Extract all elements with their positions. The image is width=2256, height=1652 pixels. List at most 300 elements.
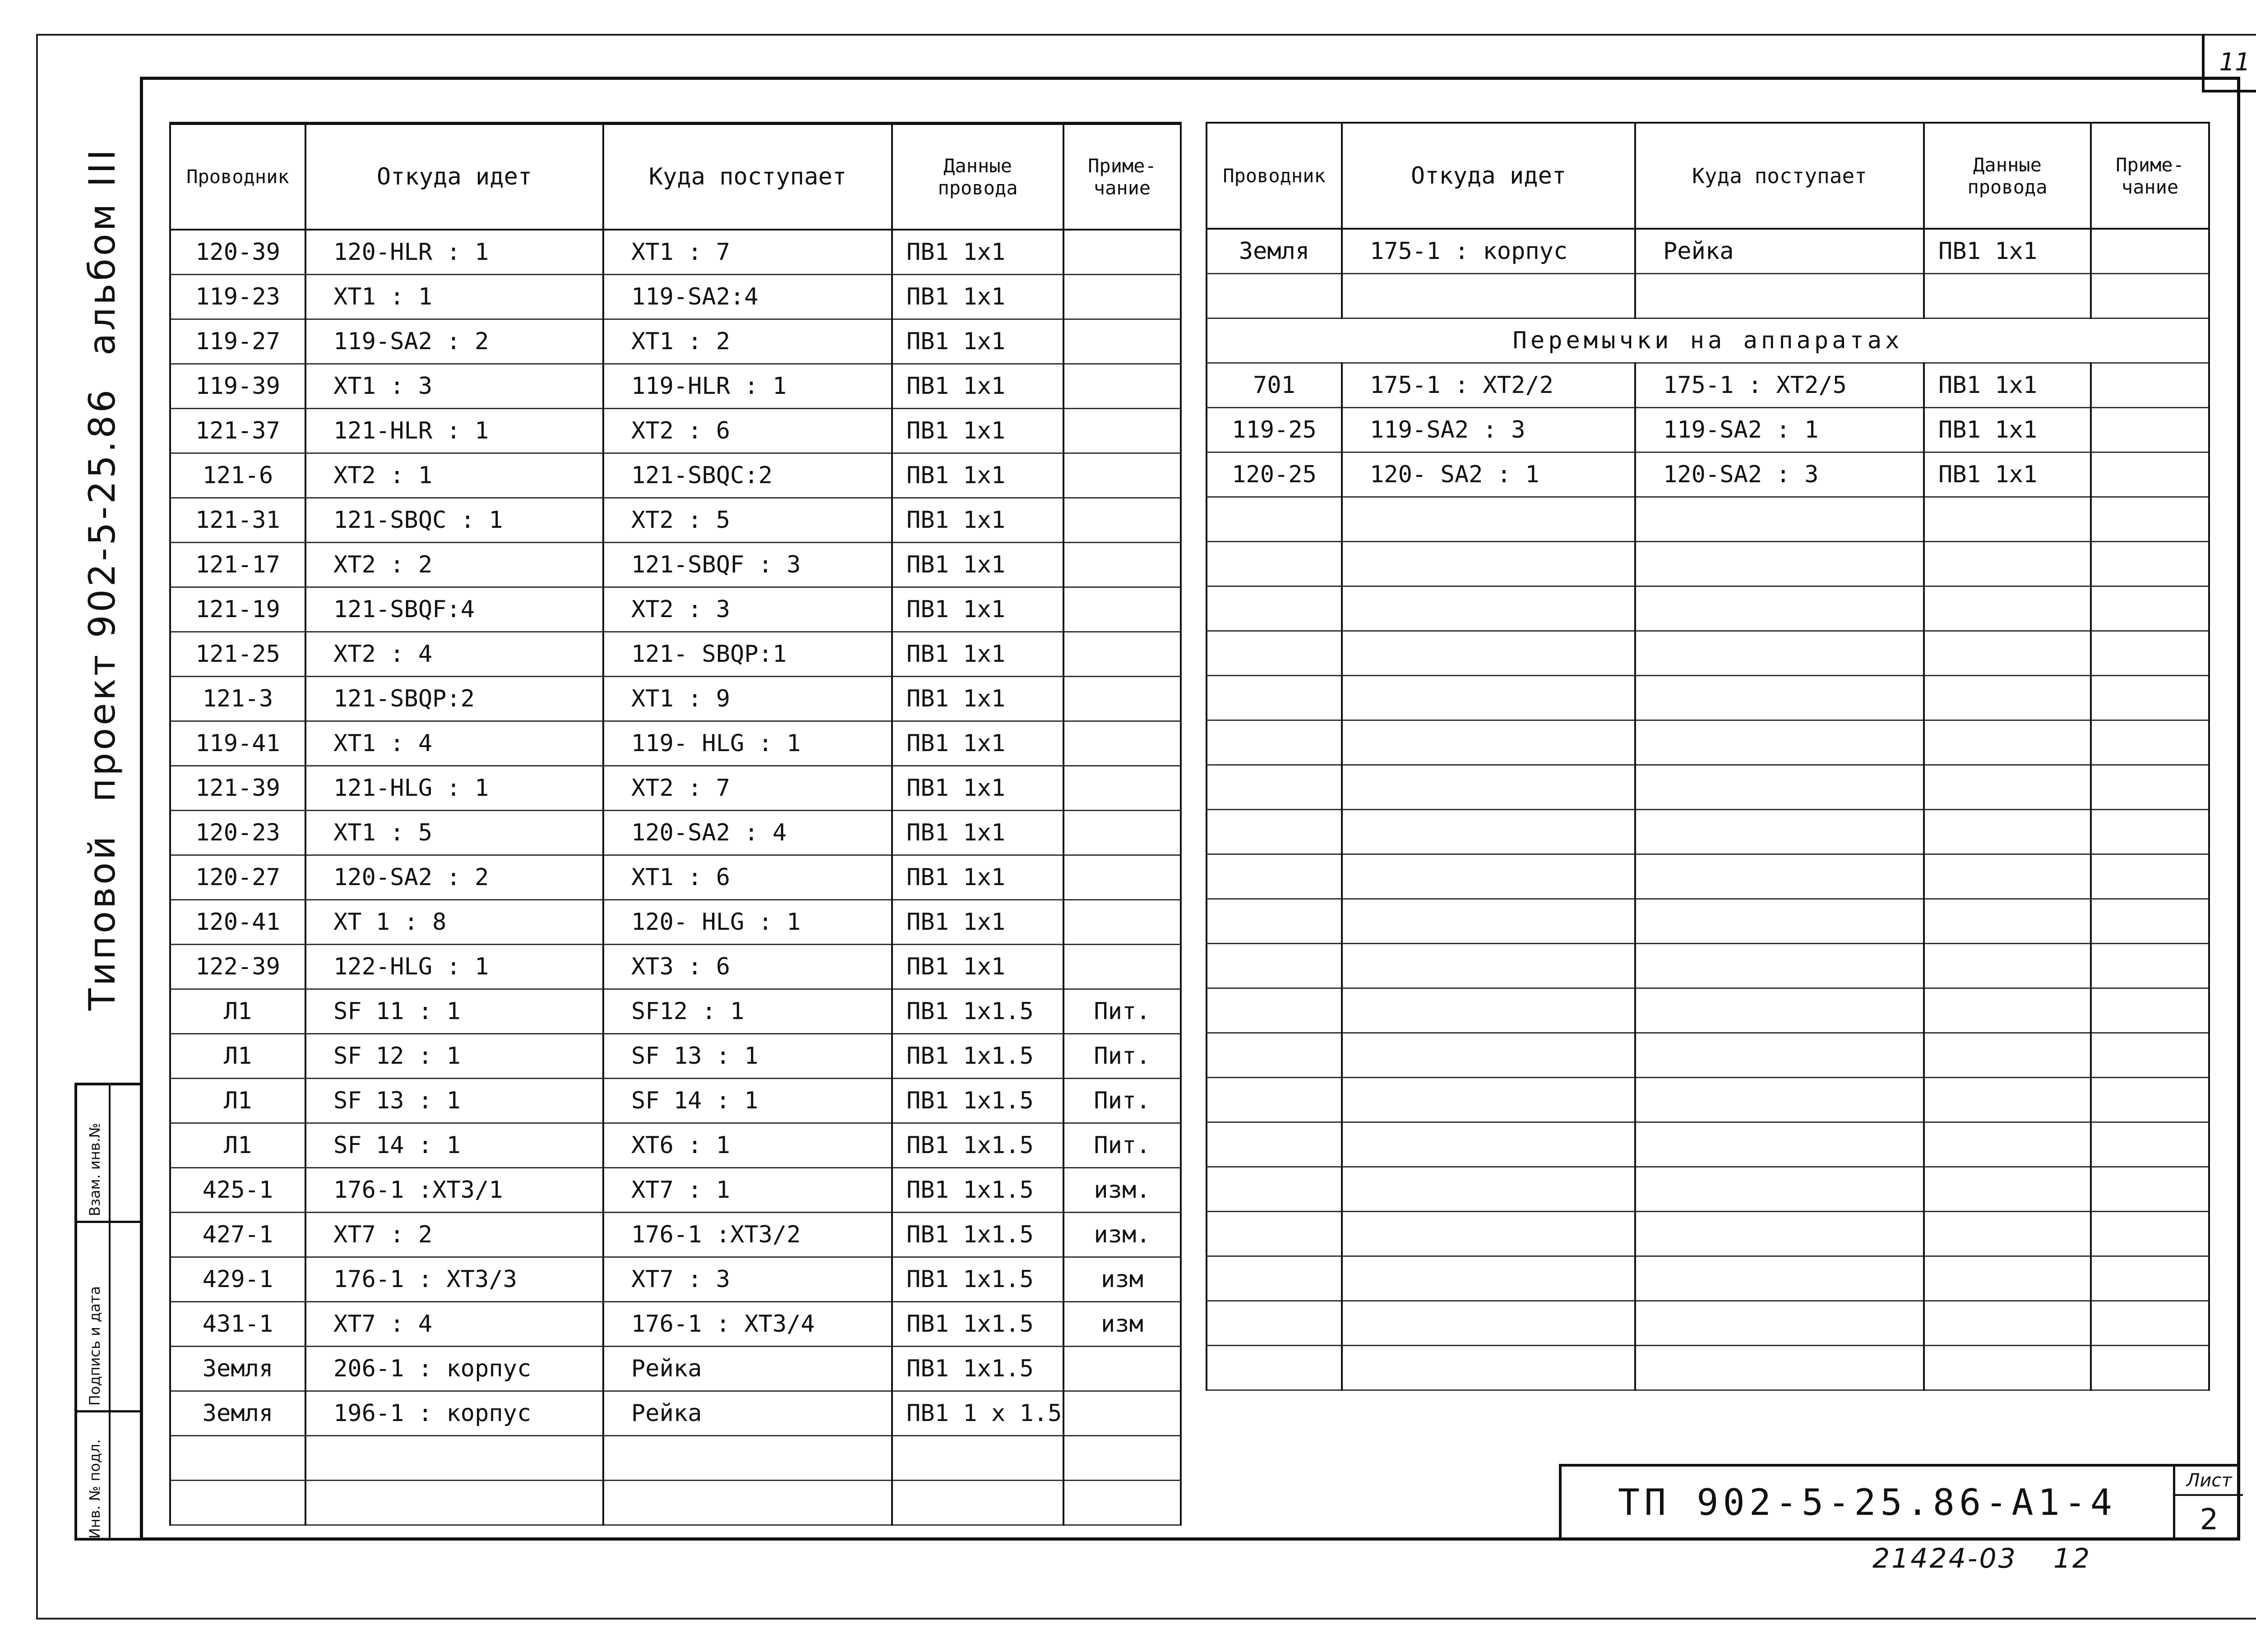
cell-from [1342,1122,1635,1167]
table-row [170,1391,1181,1435]
table-row [170,498,1181,542]
section-title: Перемычки на аппаратах [1207,318,2209,363]
cell-conductor: 121-19 [170,587,305,632]
table-row [170,1123,1181,1167]
cell-from [1342,1256,1635,1301]
cell-from [1342,1301,1635,1346]
cell-note [1063,900,1181,944]
cell-wire [1924,631,2091,676]
cell-conductor [1207,1078,1342,1122]
table-row [170,587,1181,632]
cell-conductor: 701 [1207,363,1342,408]
cell-conductor [1207,497,1342,542]
cell-conductor: Земля [170,1346,305,1391]
cell-conductor [1207,988,1342,1033]
cell-wire: ПВ1 1х1 [892,587,1063,632]
cell-to [1635,676,1924,720]
header-from: Откуда идет [1342,123,1635,229]
table-row [1207,586,2209,631]
cell-to: 176-1 : XT3/4 [603,1301,892,1346]
table-row [1207,899,2209,944]
cell-conductor: 120-39 [170,230,305,275]
cell-wire: ПВ1 1х1 [1924,452,2091,497]
cell-from: XT1 : 5 [305,810,603,855]
cell-conductor [1207,274,1342,318]
cell-wire: ПВ1 1х1.5 [892,1123,1063,1167]
cell-conductor [1207,1256,1342,1301]
cell-conductor: 119-41 [170,721,305,766]
cell-from [1342,1078,1635,1122]
table-row [1207,810,2209,854]
table-row [170,319,1181,364]
table-row [1207,274,2209,318]
cell-from [1342,497,1635,542]
cell-note [2091,988,2209,1033]
table-row [1207,631,2209,676]
cell-to: XT7 : 3 [603,1257,892,1301]
table-row [170,810,1181,855]
cell-to: 120-SA2 : 4 [603,810,892,855]
cell-note [2091,854,2209,899]
table-row [170,1480,1181,1525]
table-row [170,1212,1181,1257]
cell-to: XT2 : 3 [603,587,892,632]
cell-wire [1924,1256,2091,1301]
cell-wire: ПВ1 1х1 [892,453,1063,498]
cell-to [1635,899,1924,944]
cell-wire: ПВ1 1х1 [892,944,1063,989]
cell-conductor [1207,765,1342,810]
cell-note: Пит. [1063,1078,1181,1123]
header-note-line1: Приме- [2116,153,2184,176]
cell-to: XT3 : 6 [603,944,892,989]
cell-conductor [1207,1346,1342,1390]
cell-from: 196-1 : корпус [305,1391,603,1435]
cell-note [1063,810,1181,855]
cell-from: 121-HLR : 1 [305,408,603,453]
sidebar-label-inv: Инв. № подл. [86,1439,103,1539]
left-wire-table [169,122,1182,1526]
cell-note [1063,1391,1181,1435]
table-row [1207,1301,2209,1346]
header-note-line1: Приме- [1088,154,1156,177]
cell-conductor [1207,1212,1342,1256]
cell-note [2091,1212,2209,1256]
cell-from [1342,1033,1635,1078]
cell-wire [1924,1167,2091,1212]
cell-to: XT1 : 2 [603,319,892,364]
cell-note [2091,1256,2209,1301]
cell-from: 119-SA2 : 2 [305,319,603,364]
cell-to: 120-SA2 : 3 [1635,452,1924,497]
cell-to [1635,274,1924,318]
right-wire-table [1206,122,2210,1391]
cell-wire: ПВ1 1х1 [892,542,1063,587]
cell-conductor [1207,944,1342,988]
cell-to [1635,765,1924,810]
cell-to [603,1435,892,1480]
cell-from: 121-SBQC : 1 [305,498,603,542]
cell-wire: ПВ1 1х1.5 [892,1167,1063,1212]
cell-note [1063,632,1181,676]
cell-note [2091,676,2209,720]
cell-note [1063,766,1181,810]
cell-conductor: Л1 [170,1034,305,1078]
table-row [1207,408,2209,452]
cell-wire [1924,586,2091,631]
cell-conductor [170,1480,305,1525]
table-row [170,855,1181,900]
cell-wire: ПВ1 1х1 [892,230,1063,275]
cell-to: Рейка [1635,229,1924,274]
approval-sidebar [74,1083,142,1541]
header-wire-data [892,124,1063,230]
cell-note [2091,1167,2209,1212]
cell-to [1635,1167,1924,1212]
cell-from [1342,676,1635,720]
table-row [170,1346,1181,1391]
cell-note [2091,229,2209,274]
header-from: Откуда идет [305,124,603,230]
cell-note [2091,274,2209,318]
cell-note [1063,855,1181,900]
cell-from: 122-HLG : 1 [305,944,603,989]
cell-note: Пит. [1063,1034,1181,1078]
cell-from: 175-1 : корпус [1342,229,1635,274]
cell-to: XT2 : 6 [603,408,892,453]
table-row [1207,1212,2209,1256]
header-note-line2: чание [1093,176,1151,199]
table-row [170,542,1181,587]
cell-wire: ПВ1 1х1.5 [892,1301,1063,1346]
cell-wire [1924,1122,2091,1167]
table-row [1207,1033,2209,1078]
table-row [1207,1346,2209,1390]
cell-note [2091,765,2209,810]
cell-conductor [1207,676,1342,720]
cell-note [1063,498,1181,542]
cell-conductor: Земля [170,1391,305,1435]
cell-from: XT 1 : 8 [305,900,603,944]
cell-to: 175-1 : XT2/5 [1635,363,1924,408]
cell-from [1342,274,1635,318]
cell-note [2091,1301,2209,1346]
cell-note [2091,810,2209,854]
cell-note [1063,408,1181,453]
cell-from [305,1480,603,1525]
header-wire-line1: Данные [1973,153,2042,176]
cell-from: XT1 : 1 [305,274,603,319]
cell-from [1342,899,1635,944]
table-row [1207,542,2209,586]
header-wire-line1: Данные [943,154,1012,177]
cell-to: Рейка [603,1391,892,1435]
cell-wire: ПВ1 1х1.5 [892,989,1063,1034]
table-row [1207,1256,2209,1301]
cell-conductor: 119-27 [170,319,305,364]
cell-from: XT2 : 1 [305,453,603,498]
cell-note [1063,542,1181,587]
cell-note [1063,676,1181,721]
cell-from: XT2 : 2 [305,542,603,587]
cell-conductor [1207,542,1342,586]
table-row [1207,363,2209,408]
cell-from [305,1435,603,1480]
cell-to: 119-SA2:4 [603,274,892,319]
cell-note [2091,408,2209,452]
table-row [170,944,1181,989]
cell-wire [1924,542,2091,586]
cell-note [2091,497,2209,542]
cell-wire: ПВ1 1х1 [892,274,1063,319]
cell-wire [1924,765,2091,810]
cell-conductor [1207,854,1342,899]
cell-note [1063,230,1181,275]
cell-note [2091,631,2209,676]
cell-note: Пит. [1063,989,1181,1034]
cell-note [2091,1033,2209,1078]
cell-conductor [1207,1122,1342,1167]
sidebar-cell-vzam [77,1085,142,1221]
cell-note [2091,586,2209,631]
cell-note [2091,542,2209,586]
cell-from: XT7 : 2 [305,1212,603,1257]
header-note-line2: чание [2121,175,2179,198]
table-row [1207,988,2209,1033]
cell-to [1635,1122,1924,1167]
cell-wire [1924,497,2091,542]
cell-wire [892,1480,1063,1525]
cell-from: 121-SBQP:2 [305,676,603,721]
cell-to [1635,586,1924,631]
cell-from [1342,854,1635,899]
cell-to [1635,854,1924,899]
header-note [2091,123,2209,229]
sidebar-label-vzam: Взам. инв.№ [86,1122,103,1216]
table-row [170,676,1181,721]
cell-to [1635,1212,1924,1256]
cell-from: 176-1 : XT3/3 [305,1257,603,1301]
cell-to [1635,497,1924,542]
cell-wire [1924,854,2091,899]
cell-to: Рейка [603,1346,892,1391]
cell-from [1342,810,1635,854]
cell-conductor [1207,1301,1342,1346]
cell-note [2091,1122,2209,1167]
cell-wire [1924,810,2091,854]
cell-to: 121-SBQC:2 [603,453,892,498]
cell-conductor [1207,1033,1342,1078]
header-conductor: Проводник [170,124,305,230]
cell-wire: ПВ1 1х1 [892,855,1063,900]
cell-from: 121-SBQF:4 [305,587,603,632]
table-row [170,632,1181,676]
cell-conductor: 120-41 [170,900,305,944]
header-wire-data [1924,123,2091,229]
cell-from: 176-1 :XT3/1 [305,1167,603,1212]
cell-wire: ПВ1 1х1 [892,721,1063,766]
header-to: Куда поступает [1635,123,1924,229]
header-to: Куда поступает [603,124,892,230]
cell-conductor: 121-17 [170,542,305,587]
cell-wire [1924,944,2091,988]
cell-to [1635,944,1924,988]
table-row [170,1078,1181,1123]
table-row [1207,944,2209,988]
cell-to [1635,1033,1924,1078]
sidebar-label-podpis: Подпись и дата [86,1286,103,1406]
header-wire-line2: провода [1967,175,2048,198]
table-row [170,1167,1181,1212]
cell-wire: ПВ1 1х1 [892,408,1063,453]
cell-from: 175-1 : XT2/2 [1342,363,1635,408]
cell-from: 121-HLG : 1 [305,766,603,810]
cell-from: XT7 : 4 [305,1301,603,1346]
cell-note [2091,944,2209,988]
cell-conductor: 121-39 [170,766,305,810]
cell-note [1063,453,1181,498]
table-row [1207,854,2209,899]
cell-wire: ПВ1 1х1 [892,900,1063,944]
cell-wire: ПВ1 1х1 [892,676,1063,721]
cell-note [2091,1346,2209,1390]
cell-to: SF 14 : 1 [603,1078,892,1123]
cell-conductor: 119-25 [1207,408,1342,452]
cell-wire [1924,1346,2091,1390]
table-row [170,364,1181,408]
cell-from: XT2 : 4 [305,632,603,676]
cell-wire [1924,1078,2091,1122]
cell-to [1635,1078,1924,1122]
footer-inventory: 21424-03 [1872,1543,2017,1574]
cell-from [1342,586,1635,631]
cell-conductor: 119-39 [170,364,305,408]
table-row [1207,1078,2209,1122]
cell-from: 120-HLR : 1 [305,230,603,275]
cell-conductor [1207,1167,1342,1212]
cell-conductor: 121-31 [170,498,305,542]
cell-to: 119- HLG : 1 [603,721,892,766]
cell-note: Пит. [1063,1123,1181,1167]
table-row [1207,720,2209,765]
sheet-corner-number: 11 [2202,34,2256,92]
cell-note [1063,721,1181,766]
table-row [1207,676,2209,720]
header-wire-line2: провода [938,176,1018,199]
title-block-stamp [1559,1464,2240,1541]
cell-to [1635,542,1924,586]
cell-note: изм [1063,1257,1181,1301]
cell-from [1342,988,1635,1033]
cell-to: XT6 : 1 [603,1123,892,1167]
cell-to [1635,631,1924,676]
cell-note [1063,1480,1181,1525]
vertical-title-part2: проект 902-5-25.86 [81,387,123,802]
sidebar-cell-podpis [77,1221,142,1410]
cell-wire [1924,1212,2091,1256]
cell-wire: ПВ1 1х1 [1924,408,2091,452]
cell-wire [1924,1301,2091,1346]
footer-inventory-number [1872,1543,2091,1574]
cell-to: SF12 : 1 [603,989,892,1034]
cell-to [1635,1256,1924,1301]
table-row [1207,1122,2209,1167]
table-row [170,1034,1181,1078]
section-title-row [1207,318,2209,363]
cell-conductor [1207,899,1342,944]
cell-from: 120-SA2 : 2 [305,855,603,900]
cell-from: SF 11 : 1 [305,989,603,1034]
cell-note [1063,1346,1181,1391]
cell-to: XT1 : 6 [603,855,892,900]
cell-to: XT1 : 7 [603,230,892,275]
cell-conductor [1207,586,1342,631]
drawing-code: ТП 902-5-25.86-А1-4 [1562,1467,2175,1538]
table-row [170,766,1181,810]
table-row [170,230,1181,275]
cell-conductor: 120-23 [170,810,305,855]
cell-from: SF 12 : 1 [305,1034,603,1078]
cell-wire [1924,274,2091,318]
cell-from: XT1 : 4 [305,721,603,766]
cell-wire: ПВ1 1х1 [892,498,1063,542]
cell-note [2091,452,2209,497]
sheet-label: Лист [2175,1467,2243,1496]
table-row [1207,229,2209,274]
cell-to [1635,1301,1924,1346]
cell-conductor: 120-25 [1207,452,1342,497]
cell-conductor: Л1 [170,1078,305,1123]
cell-note [1063,587,1181,632]
cell-from [1342,720,1635,765]
cell-from [1342,1346,1635,1390]
footer-page: 12 [2053,1543,2092,1574]
cell-wire [1924,720,2091,765]
cell-conductor: 425-1 [170,1167,305,1212]
cell-to [603,1480,892,1525]
cell-from [1342,944,1635,988]
vertical-title-part1: Типовой [81,833,123,1011]
cell-wire [1924,988,2091,1033]
cell-conductor: Л1 [170,1123,305,1167]
cell-from: 206-1 : корпус [305,1346,603,1391]
cell-from: 119-SA2 : 3 [1342,408,1635,452]
cell-note [1063,274,1181,319]
cell-to: 119-SA2 : 1 [1635,408,1924,452]
cell-wire: ПВ1 1х1 [892,364,1063,408]
cell-note [1063,319,1181,364]
table-row [1207,1167,2209,1212]
cell-conductor [1207,631,1342,676]
sheet-number: 2 [2200,1503,2219,1537]
cell-wire: ПВ1 1х1.5 [892,1034,1063,1078]
cell-conductor [170,1435,305,1480]
cell-conductor: 121-25 [170,632,305,676]
cell-note: изм. [1063,1167,1181,1212]
cell-to: 121- SBQP:1 [603,632,892,676]
table-row [170,1435,1181,1480]
header-note [1063,124,1181,230]
cell-to: SF 13 : 1 [603,1034,892,1078]
cell-wire: ПВ1 1 х 1.5 [892,1391,1063,1435]
table-row [1207,497,2209,542]
cell-to: XT7 : 1 [603,1167,892,1212]
cell-wire: ПВ1 1х1.5 [892,1078,1063,1123]
cell-wire: ПВ1 1х1 [1924,229,2091,274]
table-row [170,1257,1181,1301]
cell-conductor: 427-1 [170,1212,305,1257]
cell-wire [1924,676,2091,720]
